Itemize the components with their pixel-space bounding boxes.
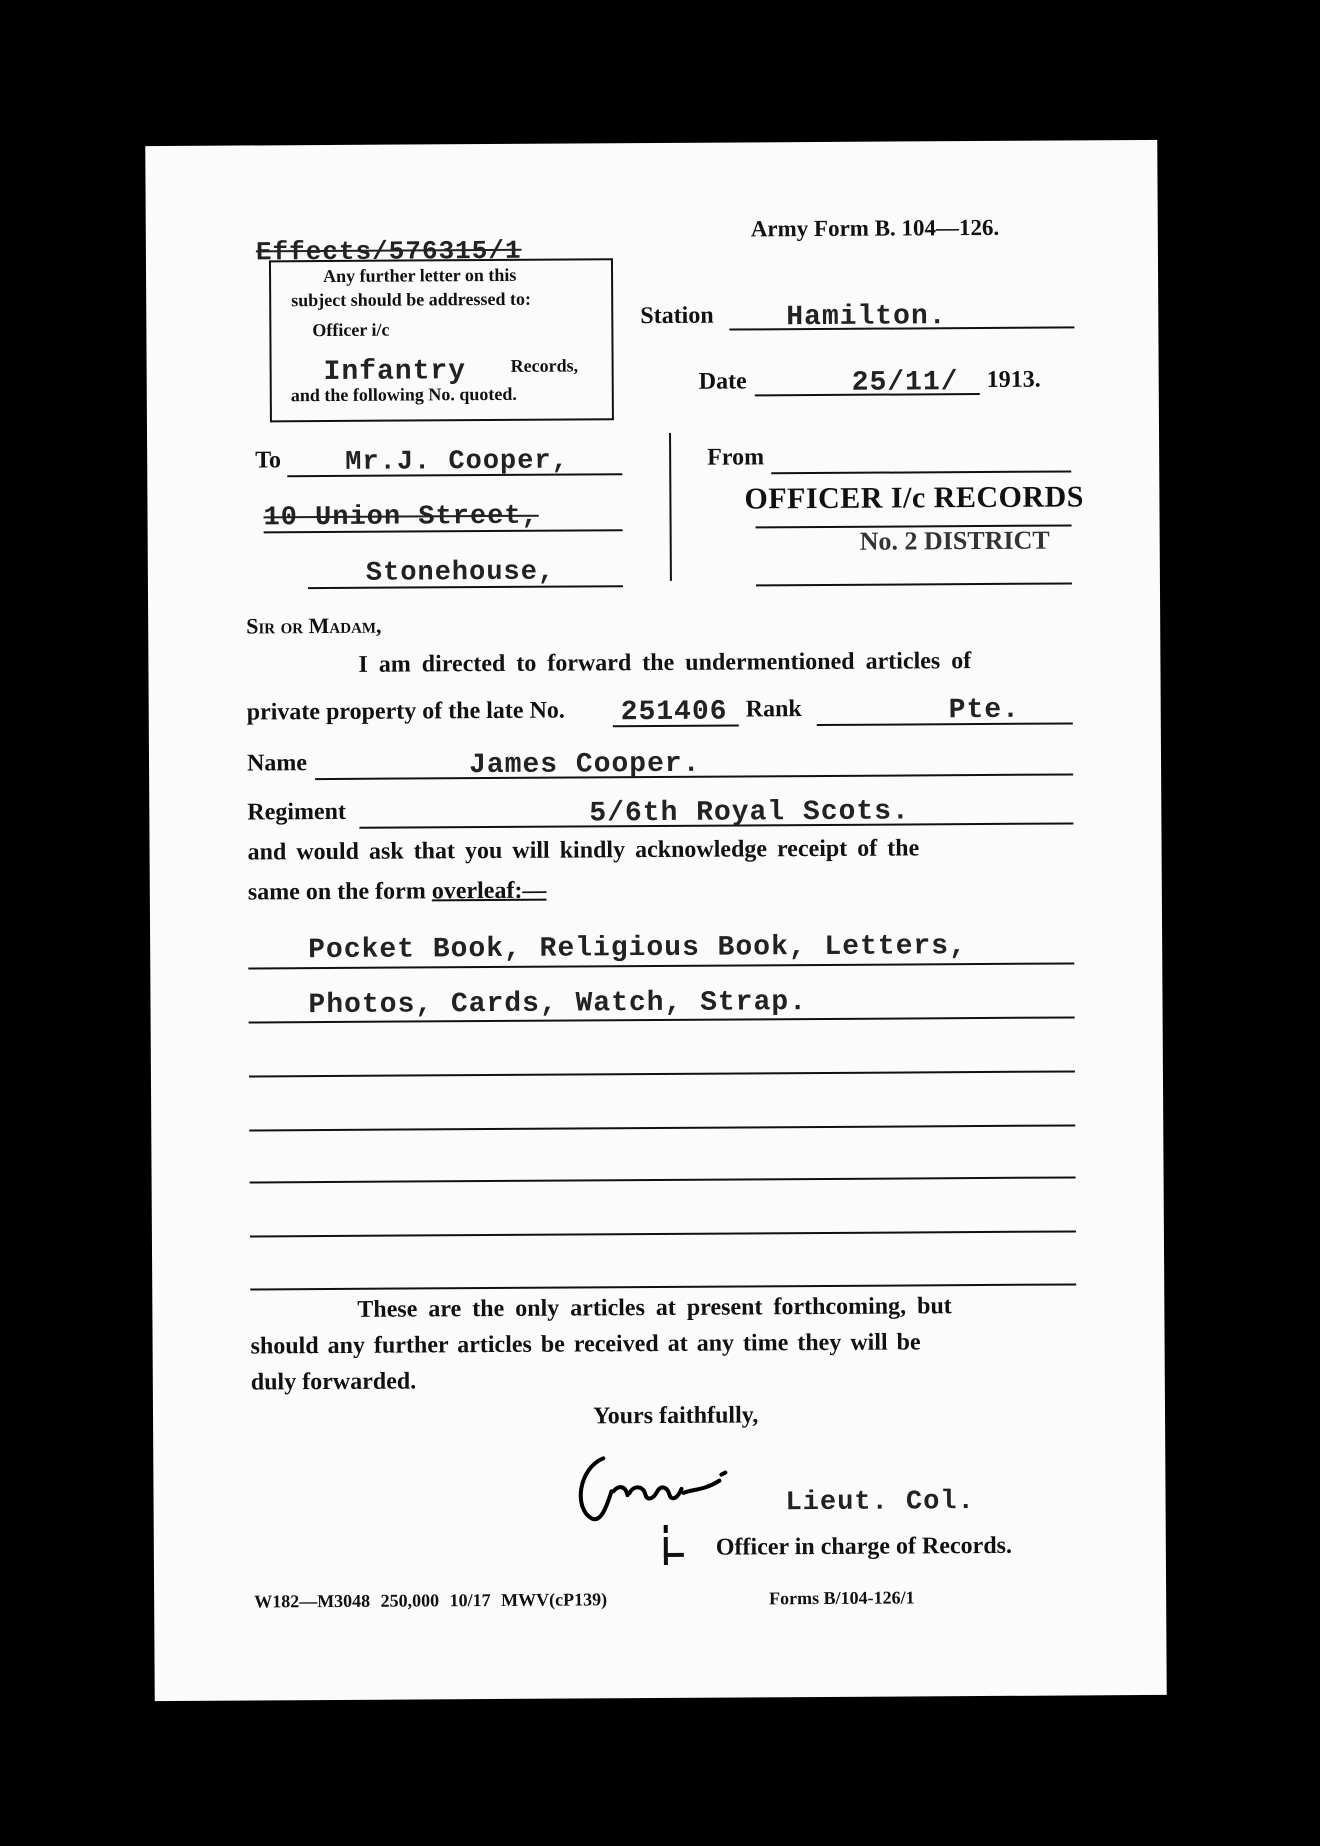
- to-street: 10 Union Street,: [263, 501, 539, 534]
- from-label: From: [707, 444, 765, 471]
- rank-value: Pte.: [948, 694, 1021, 727]
- regiment-value: 5/6th Royal Scots.: [589, 796, 910, 830]
- date-year: 1913.: [986, 366, 1041, 393]
- regiment-label: Regiment: [247, 798, 347, 826]
- to-label: To: [255, 447, 282, 474]
- date-value: 25/11/: [851, 367, 959, 399]
- effects-reference: Effects/576315/1: [255, 235, 522, 268]
- box-corps: Infantry: [323, 356, 467, 389]
- box-text-line2: subject should be addressed to:: [291, 288, 531, 311]
- box-text-line3: Officer i/c: [312, 319, 390, 341]
- station-label: Station: [640, 302, 714, 330]
- to-town: Stonehouse,: [365, 557, 556, 589]
- articles-line2: Photos, Cards, Watch, Strap.: [308, 987, 808, 1022]
- box-text-line1: Any further letter on this: [322, 264, 517, 287]
- soldier-number: 251406: [620, 696, 728, 729]
- articles-rule-6: [250, 1230, 1076, 1237]
- overleaf-link: overleaf:—: [431, 877, 547, 905]
- station-value: Hamilton.: [786, 301, 947, 334]
- valediction: Yours faithfully,: [592, 1402, 759, 1430]
- rank-label: Rank: [745, 696, 802, 723]
- form-sheet: [145, 140, 1166, 1701]
- acknowledge-line2-text: same on the form: [247, 878, 426, 906]
- acknowledge-line1: and would ask that you will kindly acknowledge receipt of the: [247, 835, 920, 866]
- articles-rule-4: [249, 1124, 1075, 1131]
- signatory-title: Officer in charge of Records.: [715, 1532, 1013, 1561]
- signature-mark-tick: [664, 1553, 684, 1557]
- from-stamp-line1: OFFICER I/c RECORDS: [744, 480, 1085, 516]
- signature-mark: [664, 1537, 668, 1565]
- articles-rule-5: [250, 1176, 1076, 1183]
- box-text-line5: and the following No. quoted.: [290, 383, 517, 406]
- name-value: James Cooper.: [468, 748, 701, 782]
- from-stamp-line2: No. 2 DISTRICT: [859, 525, 1050, 556]
- name-label: Name: [246, 750, 308, 777]
- closing-line2: should any further articles be received at any time they will be: [250, 1329, 921, 1360]
- rank-rule: [817, 722, 1073, 726]
- box-records: Records,: [510, 355, 579, 376]
- footer-print-code: W182—M3048 250,000 10/17 MWV(cP139): [254, 1589, 608, 1612]
- handwritten-signature: [573, 1442, 774, 1533]
- footer-form-code: Forms B/104-126/1: [769, 1587, 915, 1609]
- from-rule-1: [771, 470, 1071, 474]
- army-form-number: Army Form B. 104—126.: [750, 214, 1000, 242]
- articles-rule-3: [249, 1070, 1075, 1077]
- para1-line2: private property of the late No.: [246, 697, 565, 726]
- para1-line1: I am directed to forward the undermentioned articles of: [358, 648, 972, 678]
- articles-rule-7: [250, 1283, 1076, 1290]
- to-from-divider: [669, 433, 672, 581]
- to-rule-3: [308, 585, 623, 589]
- closing-line1: These are the only articles at present forthcoming, but: [357, 1293, 952, 1323]
- date-label: Date: [698, 368, 747, 395]
- signatory-rank: Lieut. Col.: [785, 1487, 975, 1519]
- articles-line1: Pocket Book, Religious Book, Letters,: [308, 931, 967, 967]
- from-rule-3: [756, 582, 1072, 586]
- to-name: Mr.J. Cooper,: [345, 446, 569, 478]
- salutation: Sir or Madam,: [246, 612, 382, 639]
- acknowledge-line2: [248, 878, 547, 907]
- closing-line3: duly forwarded.: [250, 1368, 417, 1396]
